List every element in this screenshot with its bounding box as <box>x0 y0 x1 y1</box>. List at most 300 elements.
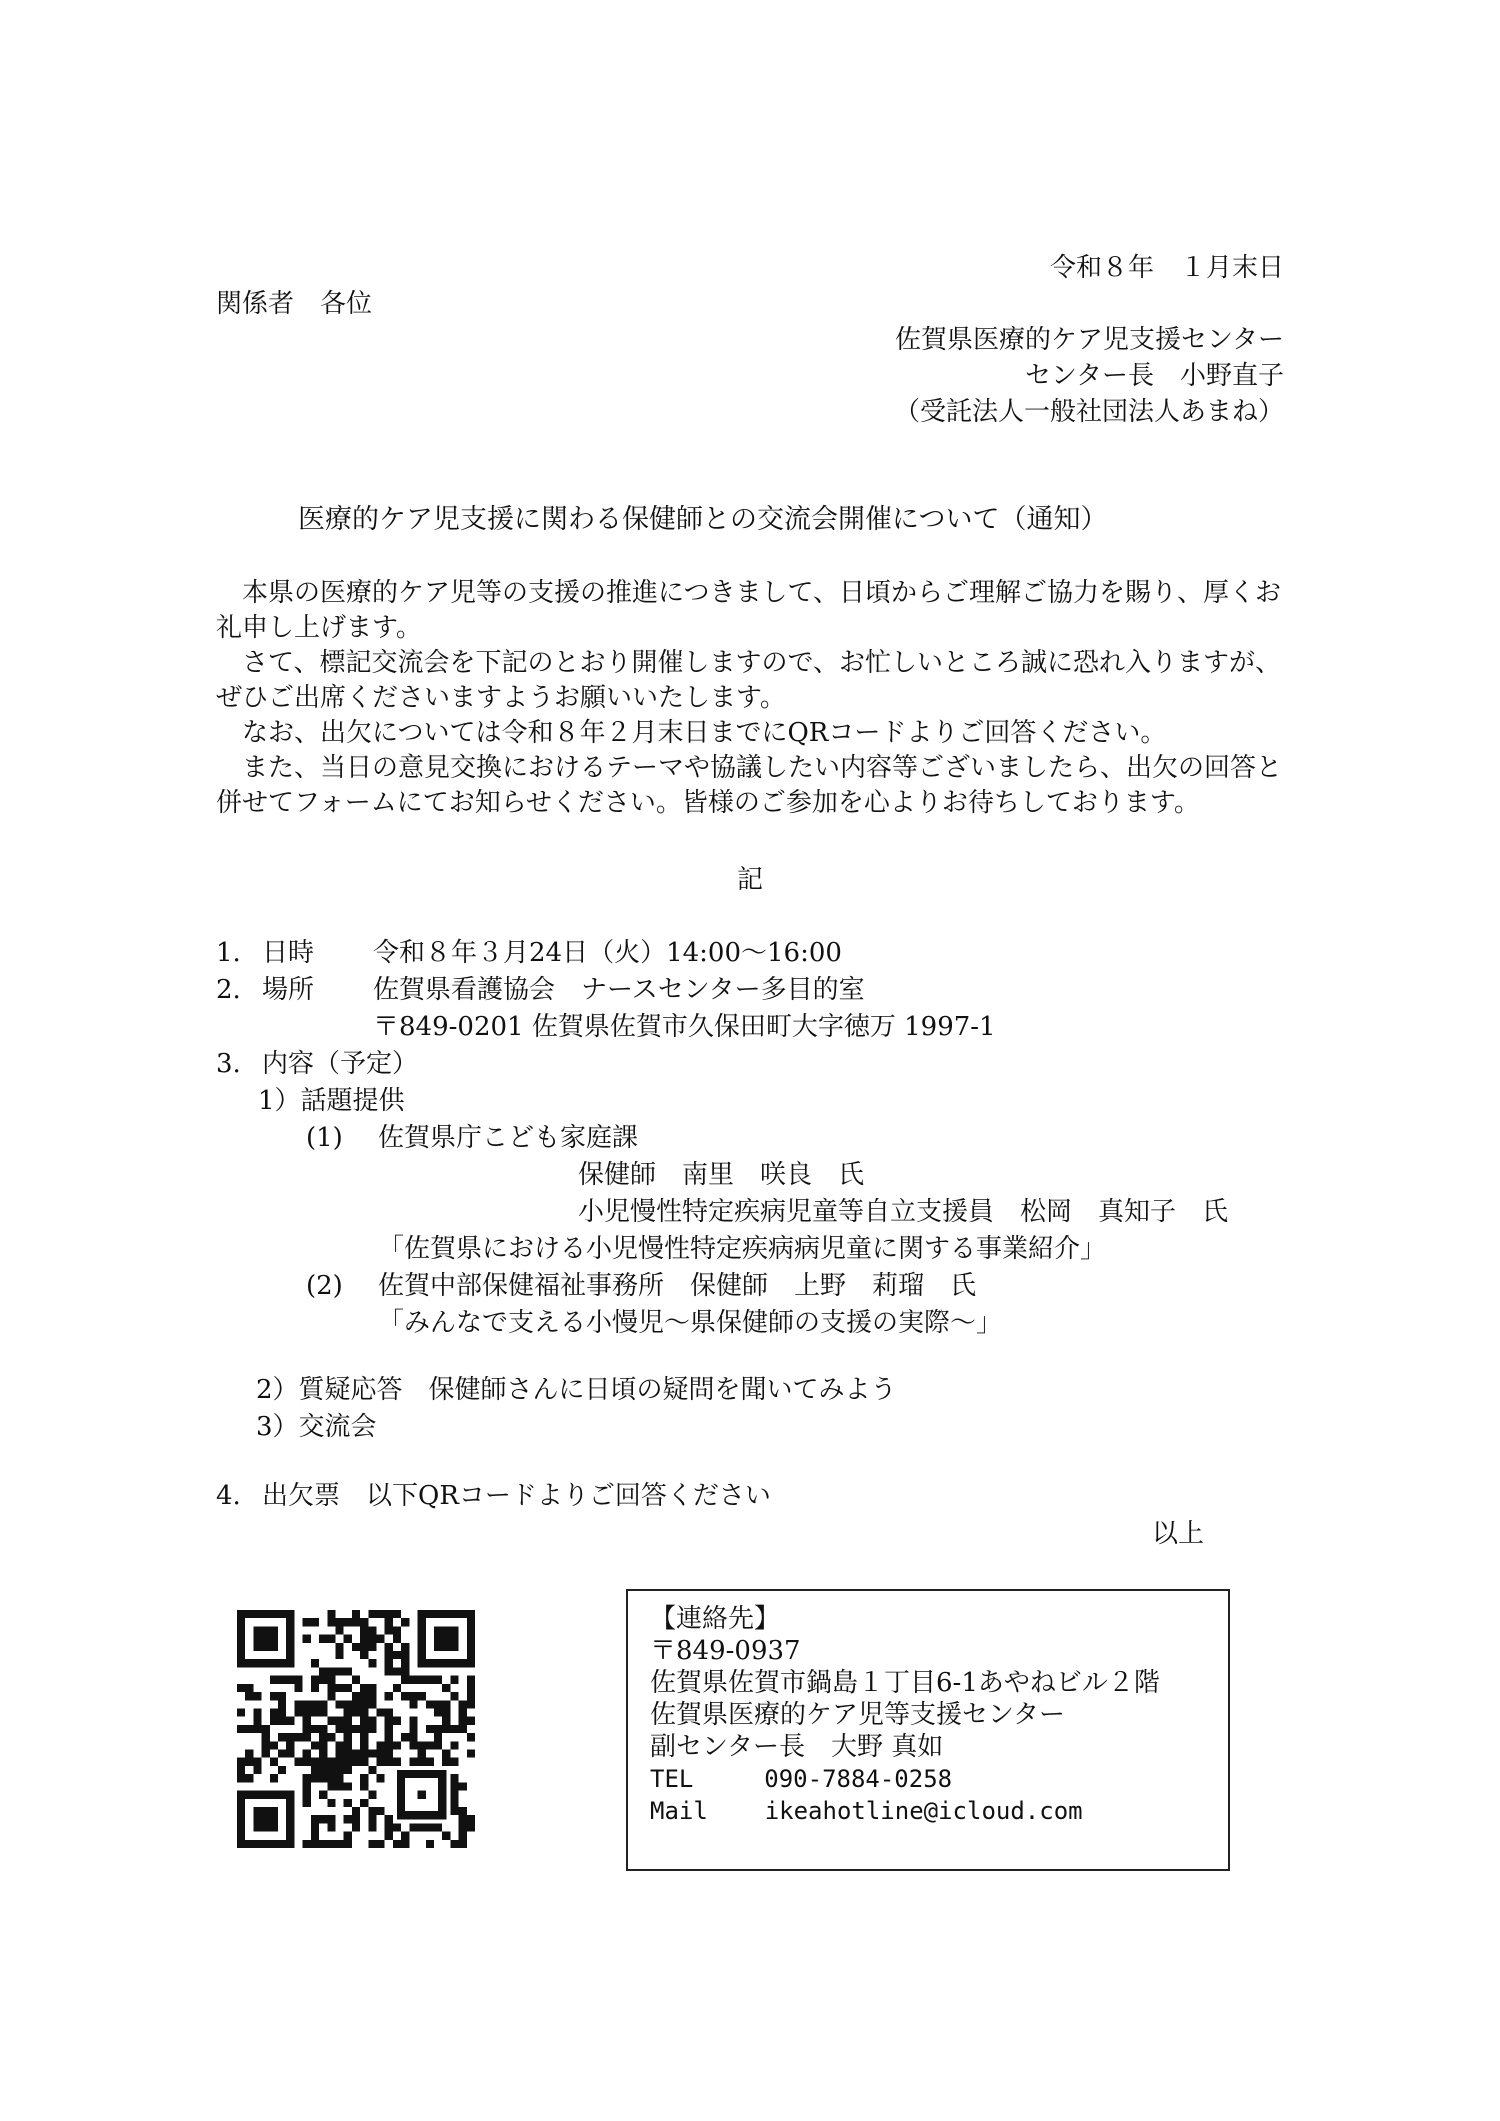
qr-module <box>377 1758 385 1766</box>
qr-module <box>426 1725 434 1733</box>
qr-module <box>409 1700 417 1708</box>
qr-module <box>294 1758 302 1766</box>
qr-module <box>335 1725 343 1733</box>
qr-module <box>327 1676 335 1684</box>
qr-module <box>278 1708 286 1716</box>
document-title: 医療的ケア児支援に関わる保健師との交流会開催について（通知） <box>298 504 1108 535</box>
qr-module <box>401 1832 409 1840</box>
qr-module <box>319 1741 327 1749</box>
qr-module <box>409 1741 417 1749</box>
qr-module <box>418 1750 426 1758</box>
qr-module <box>450 1692 458 1700</box>
qr-module <box>459 1708 467 1716</box>
qr-module <box>467 1717 475 1725</box>
qr-module <box>442 1725 450 1733</box>
qr-module <box>393 1651 401 1659</box>
item-3-number: 3. <box>216 1049 241 1079</box>
qr-module <box>278 1700 286 1708</box>
qr-module <box>278 1766 286 1774</box>
qr-module <box>311 1708 319 1716</box>
item-1-number: 1. <box>216 938 241 968</box>
qr-module <box>360 1725 368 1733</box>
qr-module <box>335 1766 343 1774</box>
qr-module <box>344 1741 352 1749</box>
qr-module <box>344 1799 352 1807</box>
qr-module <box>368 1684 376 1692</box>
item-2-value: 佐賀県看護協会 ナースセンター多目的室 <box>373 975 865 1005</box>
qr-module <box>311 1684 319 1692</box>
qr-module <box>393 1684 401 1692</box>
qr-module <box>286 1717 294 1725</box>
qr-module <box>319 1791 327 1799</box>
qr-module <box>253 1692 261 1700</box>
qr-module <box>368 1643 376 1651</box>
qr-module <box>377 1750 385 1758</box>
qr-module <box>319 1708 327 1716</box>
qr-module <box>335 1750 343 1758</box>
qr-module <box>450 1791 458 1799</box>
qr-module <box>360 1700 368 1708</box>
qr-module <box>237 1684 245 1692</box>
qr-module <box>327 1774 335 1782</box>
item-2-label: 場所 <box>262 975 315 1005</box>
qr-module <box>335 1643 343 1651</box>
qr-module <box>303 1840 311 1848</box>
qr-module <box>385 1741 393 1749</box>
qr-module <box>303 1758 311 1766</box>
qr-module <box>401 1651 409 1659</box>
qr-module <box>344 1708 352 1716</box>
qr-module <box>335 1651 343 1659</box>
qr-module <box>319 1700 327 1708</box>
qr-module <box>319 1676 327 1684</box>
item-1-label: 日時 <box>262 938 315 968</box>
qr-module <box>368 1766 376 1774</box>
qr-module <box>319 1733 327 1741</box>
qr-module <box>360 1733 368 1741</box>
qr-module <box>418 1741 426 1749</box>
qr-module <box>335 1840 343 1848</box>
qr-module <box>253 1758 261 1766</box>
qr-module <box>418 1676 426 1684</box>
qr-module <box>442 1684 450 1692</box>
qr-module <box>442 1700 450 1708</box>
qr-module <box>344 1717 352 1725</box>
sub-item-1-1-org: 佐賀県庁こども家庭課 <box>378 1123 639 1153</box>
qr-module <box>303 1782 311 1790</box>
qr-module <box>360 1643 368 1651</box>
qr-module <box>409 1676 417 1684</box>
qr-module <box>377 1741 385 1749</box>
item-2-address: 〒849-0201 佐賀県佐賀市久保田町大字徳万 1997-1 <box>373 1012 996 1042</box>
qr-module <box>368 1610 376 1618</box>
qr-module <box>385 1610 393 1618</box>
qr-module <box>401 1643 409 1651</box>
qr-module <box>360 1741 368 1749</box>
qr-module <box>352 1692 360 1700</box>
qr-module <box>459 1807 467 1815</box>
qr-module <box>368 1815 376 1823</box>
qr-module <box>344 1635 352 1643</box>
qr-module <box>360 1684 368 1692</box>
qr-module <box>360 1618 368 1626</box>
qr-module <box>311 1823 319 1831</box>
contact-organization: 佐賀県医療的ケア児等支援センター <box>650 1700 1065 1730</box>
item-4-text: 出欠票 以下QRコードよりご回答ください <box>262 1481 771 1511</box>
qr-module <box>450 1725 458 1733</box>
qr-module <box>385 1832 393 1840</box>
qr-module <box>303 1708 311 1716</box>
qr-module <box>360 1774 368 1782</box>
qr-module <box>426 1700 434 1708</box>
qr-module <box>311 1741 319 1749</box>
sub-item-1: 1）話題提供 <box>258 1086 405 1116</box>
sub-item-1-2-org: 佐賀中部保健福祉事務所 保健師 上野 莉瑠 氏 <box>378 1271 977 1301</box>
qr-module <box>352 1708 360 1716</box>
qr-module <box>253 1725 261 1733</box>
contact-mail-row <box>650 1795 1228 1827</box>
qr-module <box>360 1708 368 1716</box>
qr-module <box>278 1692 286 1700</box>
qr-module <box>401 1676 409 1684</box>
qr-module <box>467 1823 475 1831</box>
qr-module <box>393 1626 401 1634</box>
qr-module <box>311 1815 319 1823</box>
qr-module <box>311 1774 319 1782</box>
qr-module <box>434 1733 442 1741</box>
qr-module <box>442 1758 450 1766</box>
qr-module <box>377 1610 385 1618</box>
qr-module <box>335 1667 343 1675</box>
qr-module <box>393 1823 401 1831</box>
qr-module <box>450 1782 458 1790</box>
qr-module <box>311 1676 319 1684</box>
qr-module <box>385 1815 393 1823</box>
qr-module <box>245 1774 253 1782</box>
mail-label: Mail <box>650 1797 708 1825</box>
qr-module <box>303 1717 311 1725</box>
sub-item-1-1-topic: 「佐賀県における小児慢性特定疾病病児童に関する事業紹介」 <box>378 1234 1107 1264</box>
qr-module <box>327 1684 335 1692</box>
qr-module <box>237 1766 245 1774</box>
qr-module <box>352 1643 360 1651</box>
qr-module <box>327 1610 335 1618</box>
body-paragraph: また、当日の意見交換におけるテーマや協議したい内容等ございましたら、出欠の回答と併せてフォームにてお知らせください。皆様のご参加を心よりお待ちしております。 <box>216 753 1283 818</box>
qr-module <box>401 1659 409 1667</box>
qr-module <box>368 1626 376 1634</box>
qr-module <box>311 1832 319 1840</box>
qr-module <box>270 1717 278 1725</box>
qr-module <box>459 1815 467 1823</box>
qr-module <box>327 1717 335 1725</box>
qr-module <box>360 1782 368 1790</box>
qr-module <box>335 1684 343 1692</box>
qr-module <box>319 1667 327 1675</box>
qr-module <box>344 1725 352 1733</box>
qr-module <box>393 1758 401 1766</box>
qr-module <box>237 1708 245 1716</box>
qr-module <box>450 1799 458 1807</box>
qr-module <box>401 1840 409 1848</box>
qr-module <box>237 1774 245 1782</box>
qr-module <box>253 1708 261 1716</box>
qr-module <box>368 1750 376 1758</box>
qr-module <box>459 1700 467 1708</box>
qr-module <box>335 1717 343 1725</box>
item-1-value: 令和８年３月24日（火）14:00～16:00 <box>373 938 842 968</box>
qr-module <box>303 1733 311 1741</box>
qr-module <box>327 1618 335 1626</box>
sub-item-3: 3）交流会 <box>256 1412 377 1442</box>
qr-module <box>360 1692 368 1700</box>
qr-module <box>385 1717 393 1725</box>
qr-module <box>311 1700 319 1708</box>
qr-module <box>434 1700 442 1708</box>
qr-module <box>286 1676 294 1684</box>
qr-module <box>467 1815 475 1823</box>
qr-module <box>409 1823 417 1831</box>
qr-module <box>467 1684 475 1692</box>
qr-module <box>409 1692 417 1700</box>
qr-module <box>434 1823 442 1831</box>
qr-module <box>377 1840 385 1848</box>
qr-module <box>360 1635 368 1643</box>
sender-note: （受託法人一般社団法人あまね） <box>893 397 1284 427</box>
qr-module <box>385 1643 393 1651</box>
qr-module <box>352 1815 360 1823</box>
qr-module <box>393 1717 401 1725</box>
qr-module <box>409 1725 417 1733</box>
qr-module <box>278 1733 286 1741</box>
item-3-label: 内容（予定） <box>262 1049 419 1079</box>
qr-module <box>286 1741 294 1749</box>
qr-module <box>352 1700 360 1708</box>
qr-module <box>393 1840 401 1848</box>
qr-module <box>426 1823 434 1831</box>
qr-module <box>450 1807 458 1815</box>
qr-module <box>401 1733 409 1741</box>
sub-item-1-2-number: (2) <box>306 1271 343 1301</box>
qr-module <box>245 1725 253 1733</box>
body-paragraph: なお、出欠については令和８年２月末日までにQRコードよりご回答ください。 <box>242 718 1167 748</box>
contact-address: 佐賀県佐賀市鍋島１丁目6-1あやねビル２階 <box>650 1668 1160 1698</box>
qr-module <box>237 1758 245 1766</box>
qr-module <box>385 1733 393 1741</box>
qr-module <box>360 1651 368 1659</box>
qr-module <box>294 1700 302 1708</box>
qr-module <box>344 1684 352 1692</box>
body-paragraph: さて、標記交流会を下記のとおり開催しますので、お忙しいところ誠に恐れ入りますが、ぜひご出席くださいますようお願いいたします。 <box>216 648 1281 713</box>
qr-module <box>327 1733 335 1741</box>
qr-module <box>434 1676 442 1684</box>
qr-module <box>278 1676 286 1684</box>
qr-module <box>434 1741 442 1749</box>
qr-module <box>401 1667 409 1675</box>
qr-module <box>303 1774 311 1782</box>
qr-module <box>327 1823 335 1831</box>
qr-module <box>262 1741 270 1749</box>
qr-module <box>459 1823 467 1831</box>
qr-module <box>467 1750 475 1758</box>
qr-module <box>344 1758 352 1766</box>
sub-item-1-2-topic: 「みんなで支える小慢児～県保健師の支援の実際～」 <box>378 1308 1003 1338</box>
qr-module <box>294 1708 302 1716</box>
qr-module <box>360 1758 368 1766</box>
qr-module <box>311 1758 319 1766</box>
qr-code-icon[interactable] <box>237 1610 475 1848</box>
qr-module <box>319 1815 327 1823</box>
qr-module <box>335 1618 343 1626</box>
qr-module <box>327 1692 335 1700</box>
qr-module <box>327 1758 335 1766</box>
qr-module <box>303 1635 311 1643</box>
qr-module <box>442 1832 450 1840</box>
qr-module <box>344 1667 352 1675</box>
qr-module <box>335 1782 343 1790</box>
qr-module <box>442 1708 450 1716</box>
qr-module <box>311 1659 319 1667</box>
qr-module <box>450 1758 458 1766</box>
qr-module <box>385 1708 393 1716</box>
qr-module <box>393 1667 401 1675</box>
qr-module <box>459 1840 467 1848</box>
qr-module <box>262 1725 270 1733</box>
qr-module <box>344 1733 352 1741</box>
qr-module <box>262 1733 270 1741</box>
qr-module <box>286 1750 294 1758</box>
qr-module <box>385 1692 393 1700</box>
sub-item-1-1-person-2: 小児慢性特定疾病児童等自立支援員 松岡 真知子 氏 <box>578 1197 1229 1227</box>
qr-module <box>319 1766 327 1774</box>
qr-module <box>344 1840 352 1848</box>
qr-module <box>303 1700 311 1708</box>
qr-module <box>311 1725 319 1733</box>
qr-module <box>377 1774 385 1782</box>
qr-module <box>467 1676 475 1684</box>
qr-module <box>418 1823 426 1831</box>
qr-module <box>270 1708 278 1716</box>
qr-module <box>368 1840 376 1848</box>
qr-module <box>270 1758 278 1766</box>
qr-module <box>262 1750 270 1758</box>
qr-module <box>409 1733 417 1741</box>
qr-module <box>286 1733 294 1741</box>
qr-module <box>237 1725 245 1733</box>
qr-module <box>303 1725 311 1733</box>
qr-module <box>393 1635 401 1643</box>
qr-module <box>327 1815 335 1823</box>
qr-module <box>352 1750 360 1758</box>
qr-module <box>360 1717 368 1725</box>
ki-marker: 記 <box>737 865 764 895</box>
qr-module <box>377 1635 385 1643</box>
qr-module <box>327 1766 335 1774</box>
qr-module <box>360 1750 368 1758</box>
qr-module <box>335 1758 343 1766</box>
qr-module <box>368 1725 376 1733</box>
qr-module <box>450 1741 458 1749</box>
qr-module <box>409 1758 417 1766</box>
qr-module <box>253 1766 261 1774</box>
tel-number[interactable]: 090-7884-0258 <box>764 1765 953 1793</box>
qr-module <box>385 1823 393 1831</box>
qr-module <box>319 1758 327 1766</box>
qr-module <box>245 1692 253 1700</box>
qr-module <box>426 1840 434 1848</box>
qr-module <box>368 1791 376 1799</box>
qr-module <box>385 1626 393 1634</box>
qr-module <box>344 1750 352 1758</box>
qr-module <box>344 1700 352 1708</box>
qr-module <box>270 1741 278 1749</box>
qr-module <box>467 1692 475 1700</box>
qr-module <box>335 1626 343 1634</box>
qr-module <box>319 1750 327 1758</box>
qr-module <box>335 1774 343 1782</box>
qr-module <box>442 1750 450 1758</box>
mail-address[interactable]: ikeahotline@icloud.com <box>764 1797 1083 1825</box>
qr-module <box>319 1725 327 1733</box>
qr-module <box>352 1758 360 1766</box>
qr-module <box>344 1782 352 1790</box>
qr-module <box>368 1807 376 1815</box>
qr-module <box>352 1618 360 1626</box>
qr-module <box>409 1717 417 1725</box>
qr-module <box>352 1676 360 1684</box>
qr-module <box>368 1823 376 1831</box>
qr-module <box>245 1684 253 1692</box>
qr-module <box>278 1717 286 1725</box>
qr-module <box>459 1832 467 1840</box>
qr-module <box>344 1832 352 1840</box>
document-date: 令和８年 １月末日 <box>1049 253 1284 283</box>
qr-module <box>393 1741 401 1749</box>
qr-module <box>352 1807 360 1815</box>
recipient: 関係者 各位 <box>216 289 373 319</box>
qr-module <box>303 1618 311 1626</box>
qr-module <box>270 1676 278 1684</box>
qr-module <box>385 1758 393 1766</box>
qr-module <box>303 1750 311 1758</box>
qr-module <box>327 1782 335 1790</box>
qr-module <box>459 1725 467 1733</box>
qr-module <box>327 1667 335 1675</box>
contact-person: 副センター長 大野 真如 <box>650 1732 944 1762</box>
qr-module <box>442 1717 450 1725</box>
qr-module <box>450 1676 458 1684</box>
qr-module <box>294 1684 302 1692</box>
qr-module <box>311 1840 319 1848</box>
item-2-number: 2. <box>216 975 241 1005</box>
qr-module <box>426 1758 434 1766</box>
qr-module <box>459 1782 467 1790</box>
qr-module <box>360 1626 368 1634</box>
qr-module <box>434 1725 442 1733</box>
qr-module <box>385 1618 393 1626</box>
qr-module <box>377 1807 385 1815</box>
qr-module <box>368 1692 376 1700</box>
qr-module <box>352 1725 360 1733</box>
qr-module <box>270 1774 278 1782</box>
sender-organization: 佐賀県医療的ケア児支援センター <box>895 325 1284 355</box>
qr-module <box>426 1741 434 1749</box>
qr-module <box>385 1651 393 1659</box>
body-paragraph: 本県の医療的ケア児等の支援の推進につきまして、日頃からご理解ご協力を賜り、厚くお礼申し上げます。 <box>216 578 1281 643</box>
contact-box <box>626 1589 1230 1871</box>
qr-module <box>459 1717 467 1725</box>
qr-module <box>311 1618 319 1626</box>
item-4-number: 4. <box>216 1481 241 1511</box>
